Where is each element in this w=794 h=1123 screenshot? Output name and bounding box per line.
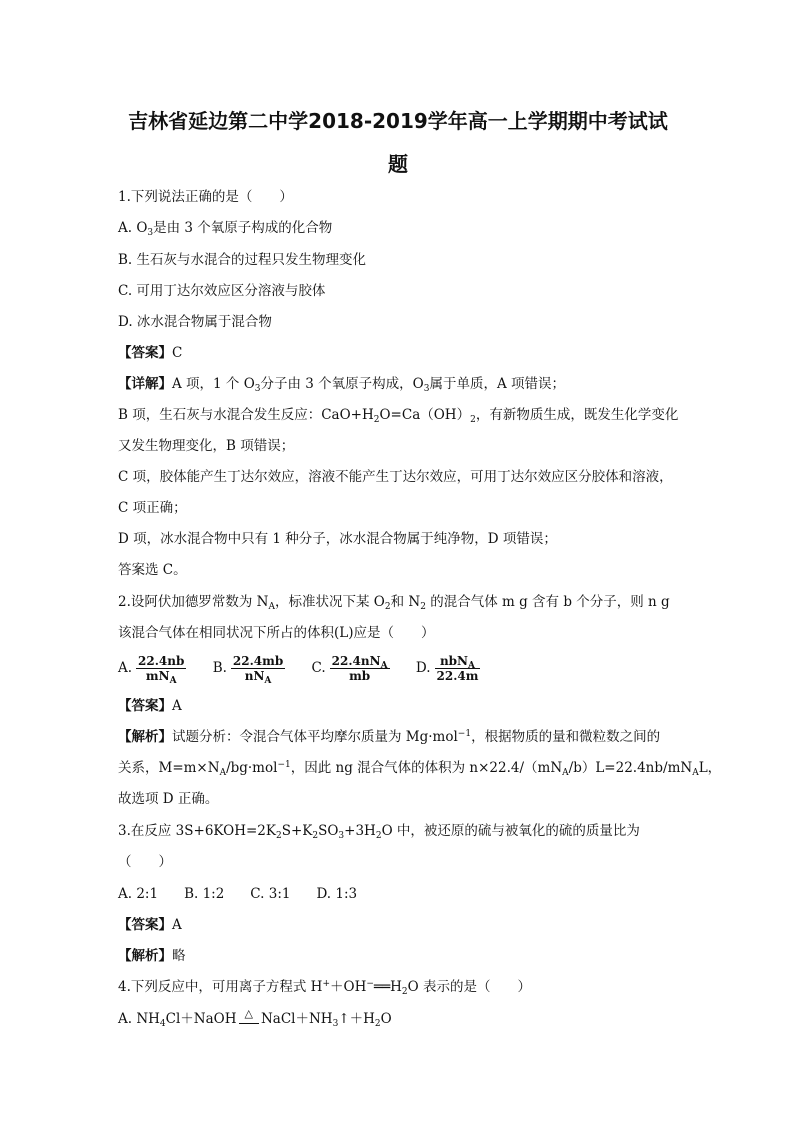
question-2-option-a: A. $\frac{22.4nb}{mN_A}$ bbox=[118, 654, 185, 686]
question-2-options bbox=[118, 652, 502, 684]
question-1-option-b: B. 生石灰与水混合的过程只发生物理变化 bbox=[118, 252, 367, 268]
question-3-stem-continued: （ ） bbox=[118, 854, 172, 870]
reaction-condition-heat: △ bbox=[239, 1005, 259, 1024]
question-2-option-c: C. $\frac{22.4nN_A}{mb}$ bbox=[311, 654, 388, 683]
question-1-option-c: C. 可用丁达尔效应区分溶液与胶体 bbox=[118, 283, 326, 299]
question-1-detail-line: C 项，胶体能产生丁达尔效应，溶液不能产生丁达尔效应，可用丁达尔效应区分胶体和溶液， bbox=[118, 469, 673, 485]
question-1-stem: 1.下列说法正确的是（ ） bbox=[118, 189, 293, 205]
question-1-detail-line: 【详解】A 项，1 个 $O_3$分子由 3 个氧原子构成，$O_3$属于单质，A 项错误； bbox=[118, 376, 566, 394]
question-3-analysis: 【解析】略 bbox=[118, 948, 186, 964]
question-2-option-d: D. $\frac{nbN_A}{22.4m}$ bbox=[415, 654, 479, 683]
question-1-detail-line: B 项，生石灰与水混合发生反应：$CaO+H_2O=Ca(OH)_2$，有新物质生成，既发生化学变化 bbox=[118, 407, 679, 425]
page-title: 吉林省延边第二中学2018-2019学年高一上学期期中考试试 bbox=[128, 109, 668, 133]
question-4-option-a: A. $NH_4Cl+NaOH$ △ $NaCl+NH_3↑+H_2O$ bbox=[118, 1007, 392, 1029]
question-1-conclusion: 答案选 C。 bbox=[118, 562, 187, 578]
page-title-continued: 题 bbox=[388, 152, 408, 176]
question-3-options bbox=[118, 885, 357, 903]
question-2-stem-continued: 该混合气体在相同状况下所占的体积(L)应是（ ） bbox=[118, 625, 435, 641]
question-1-detail-line: D 项，冰水混合物中只有 1 种分子，冰水混合物属于纯净物，D 项错误； bbox=[118, 531, 557, 547]
question-2-stem: 2.设阿伏加德罗常数为 $N_A$，标准状况下某 $O_2$和 $N_2$ 的混合气体 m g 含有 b 个分子，则 n g bbox=[118, 594, 670, 612]
question-2-analysis-line: 【解析】试题分析：令混合气体平均摩尔质量为 Mg·mol$^{-1}$，根据物质的量和微粒数之间的 bbox=[118, 729, 661, 745]
question-2-option-b: B. $\frac{22.4mb}{nN_A}$ bbox=[212, 654, 284, 686]
question-1-detail-line: 又发生物理变化，B 项错误； bbox=[118, 438, 295, 454]
question-2-answer: 【答案】A bbox=[118, 698, 182, 714]
question-4-stem: 4.下列反应中，可用离子方程式 $H^++OH^-══H_2O$ 表示的是（ ） bbox=[118, 979, 532, 997]
question-1-option-a: A. $O_3$是由 3 个氧原子构成的化合物 bbox=[118, 220, 333, 238]
question-2-analysis-line: 故选项 D 正确。 bbox=[118, 791, 219, 807]
question-1-answer: 【答案】C bbox=[118, 345, 183, 361]
question-3-option-c: C. 3:1 bbox=[250, 886, 291, 902]
question-3-option-d: D. 1:3 bbox=[316, 886, 358, 902]
question-2-analysis-line: 关系，$M=m\times N_A/bg\cdot mol^{-1}$，因此 ng 混合气体的体积为 $n\times 22.4/(mN_A/b)L=22.4nb/mN_AL$， bbox=[118, 760, 722, 778]
question-1-option-d: D. 冰水混合物属于混合物 bbox=[118, 314, 272, 330]
question-3-answer: 【答案】A bbox=[118, 917, 182, 933]
question-3-option-a: A. 2:1 bbox=[118, 886, 159, 902]
question-3-option-b: B. 1:2 bbox=[184, 886, 225, 902]
question-3-stem: 3.在反应 $3S+6KOH=2K_2S+K_2SO_3+3H_2O$ 中，被还原的硫与被氧化的硫的质量比为 bbox=[118, 823, 640, 841]
question-1-detail-line: C 项正确； bbox=[118, 500, 187, 516]
